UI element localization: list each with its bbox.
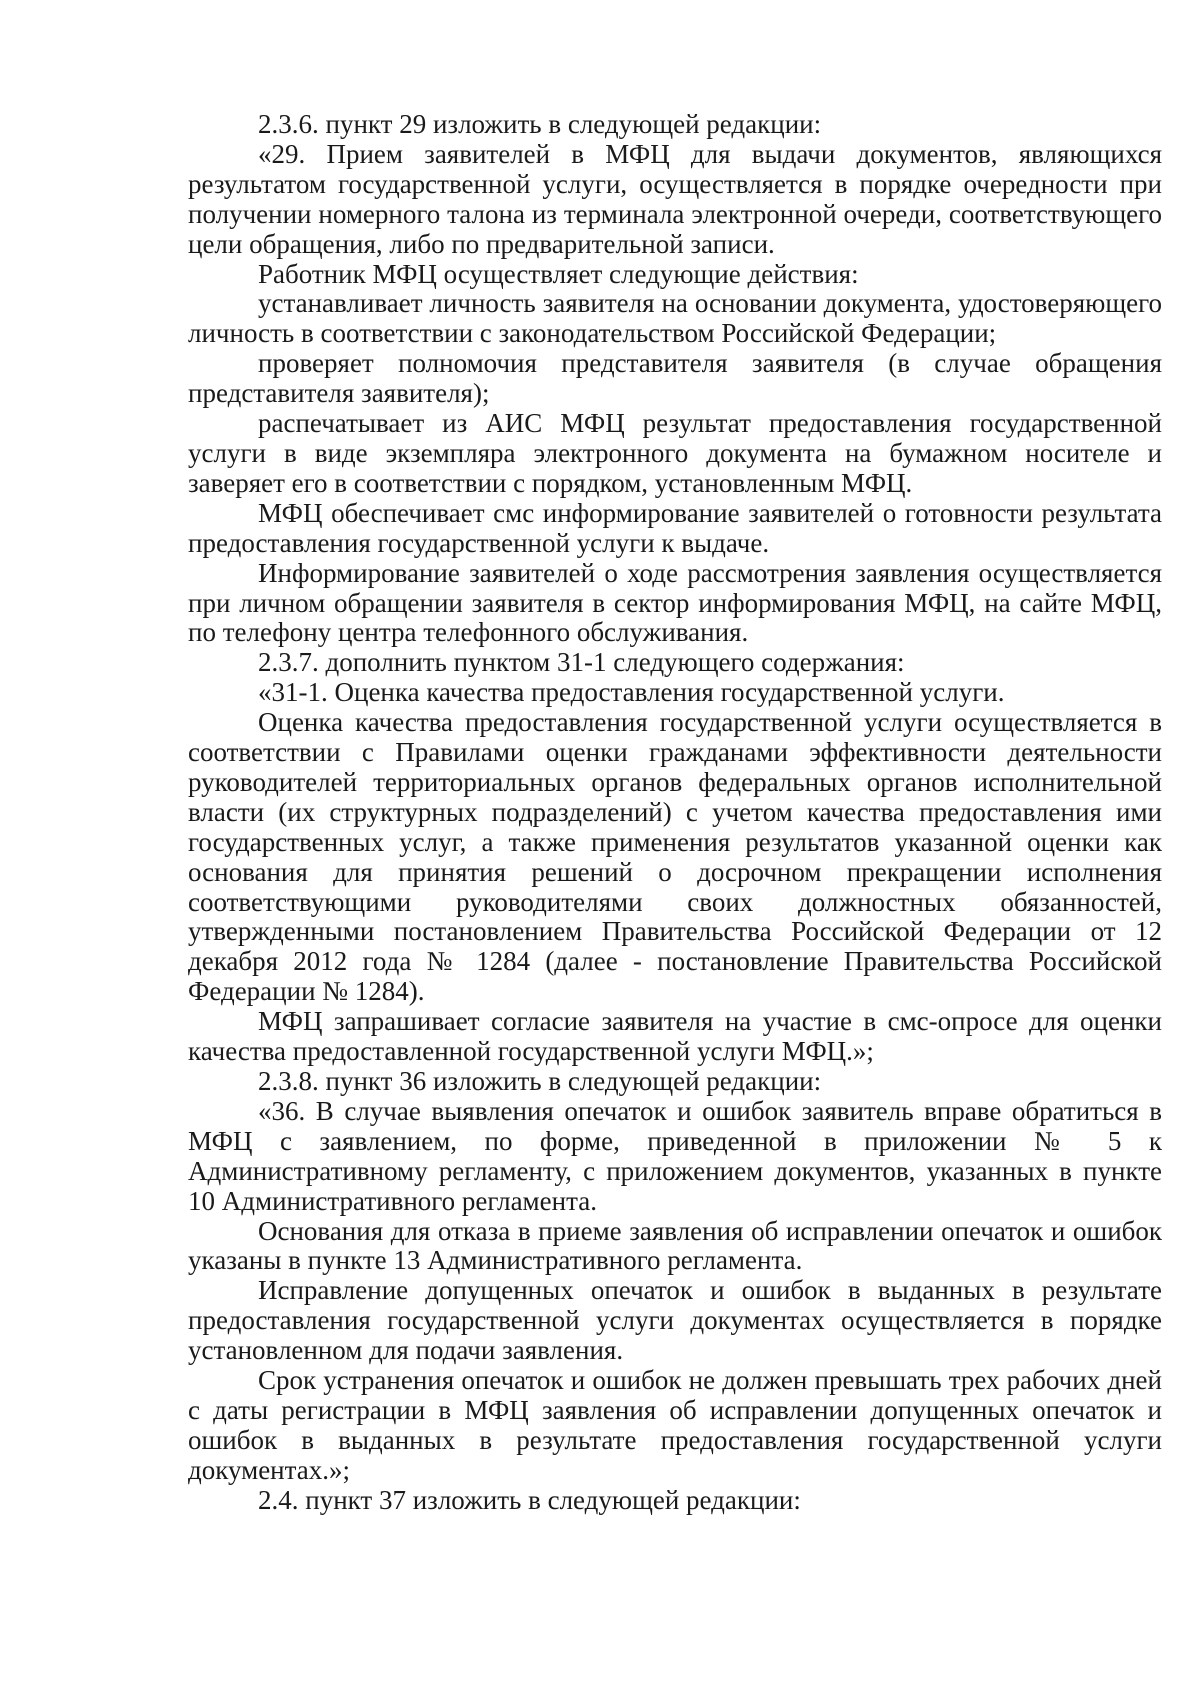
paragraph-2-3-7-heading: 2.3.7. дополнить пунктом 31-1 следующего содержания: [258,647,905,678]
paragraph-2-4-heading: 2.4. пункт 37 изложить в следующей редакции: [258,1484,801,1515]
paragraph-sms-survey: МФЦ запрашивает согласие заявителя на участие в смс-опросе для оценки качества предоставленной государственной услуги МФЦ.»; [188,1006,1162,1067]
paragraph-item-29: «29. Прием заявителей в МФЦ для выдачи документов, являющихся результатом государственной услуги, осуществляется в порядке очередности при получении номерного талона из терминала электронной очереди, соответствующего цели обращения, либо по предварительной записи. [188,138,1162,259]
paragraph-item-36: «36. В случае выявления опечаток и ошибок заявитель вправе обратиться в МФЦ с заявлением, по форме, приведенной в приложении № 5 к Административному регламенту, с приложением документов, указанных в пункте 10 Административного регламента. [188,1095,1162,1216]
paragraph-sms-informing: МФЦ обеспечивает смс информирование заявителей о готовности результата предоставления государственной услуги к выдаче. [188,497,1162,558]
paragraph-item-31-1: «31-1. Оценка качества предоставления государственной услуги. [258,677,1005,708]
paragraph-2-3-8-heading: 2.3.8. пункт 36 изложить в следующей редакции: [258,1066,822,1096]
paragraph-progress-informing: Информирование заявителей о ходе рассмотрения заявления осуществляется при личном обращении заявителя в сектор информирования МФЦ, на сайте МФЦ, по телефону центра телефонного обслуживания. [188,557,1162,648]
paragraph-correction-deadline: Срок устранения опечаток и ошибок не должен превышать трех рабочих дней с даты регистрации в МФЦ заявления об исправлении допущенных опечаток и ошибок в выданных в результате предоставления государственной услуги документах.»; [188,1365,1162,1485]
paragraph-authority-check: проверяет полномочия представителя заявителя (в случае обращения представителя заявителя); [188,348,1162,409]
paragraph-mfc-worker-actions: Работник МФЦ осуществляет следующие действия: [258,258,859,289]
paragraph-refusal-grounds: Основания для отказа в приеме заявления об исправлении опечаток и ошибок указаны в пункте 13 Административного регламента. [188,1215,1162,1276]
paragraph-identity-check: устанавливает личность заявителя на основании документа, удостоверяющего личность в соответствии с законодательством Российской Федерации; [188,288,1162,349]
document-page [188,110,1162,1516]
paragraph-print-result: распечатывает из АИС МФЦ результат предоставления государственной услуги в виде экземпляра электронного документа на бумажном носителе и заверяет его в соответствии с порядком, установленным МФЦ. [188,408,1162,498]
paragraph-2-3-6-heading: 2.3.6. пункт 29 изложить в следующей редакции: [258,109,822,139]
paragraph-error-correction: Исправление допущенных опечаток и ошибок в выданных в результате предоставления государственной услуги документах осуществляется в порядке установленном для подачи заявления. [188,1275,1162,1366]
paragraph-quality-assessment: Оценка качества предоставления государственной услуги осуществляется в соответствии с Правилами оценки гражданами эффективности деятельности руководителей территориальных органов федеральных органов исполнительной власти (их структурных подразделений) с учетом качества предоставления ими государственных услуг, а также применения результатов указанной оценки как основания для принятия решений о досрочном прекращении исполнения соответствующими руководителями своих должностных обязанностей, утвержденными постановлением Правительства Российской Федерации от 12 декабря 2012 года № 1284 (далее - постановление Правительства Российской Федерации № 1284). [188,707,1162,1007]
